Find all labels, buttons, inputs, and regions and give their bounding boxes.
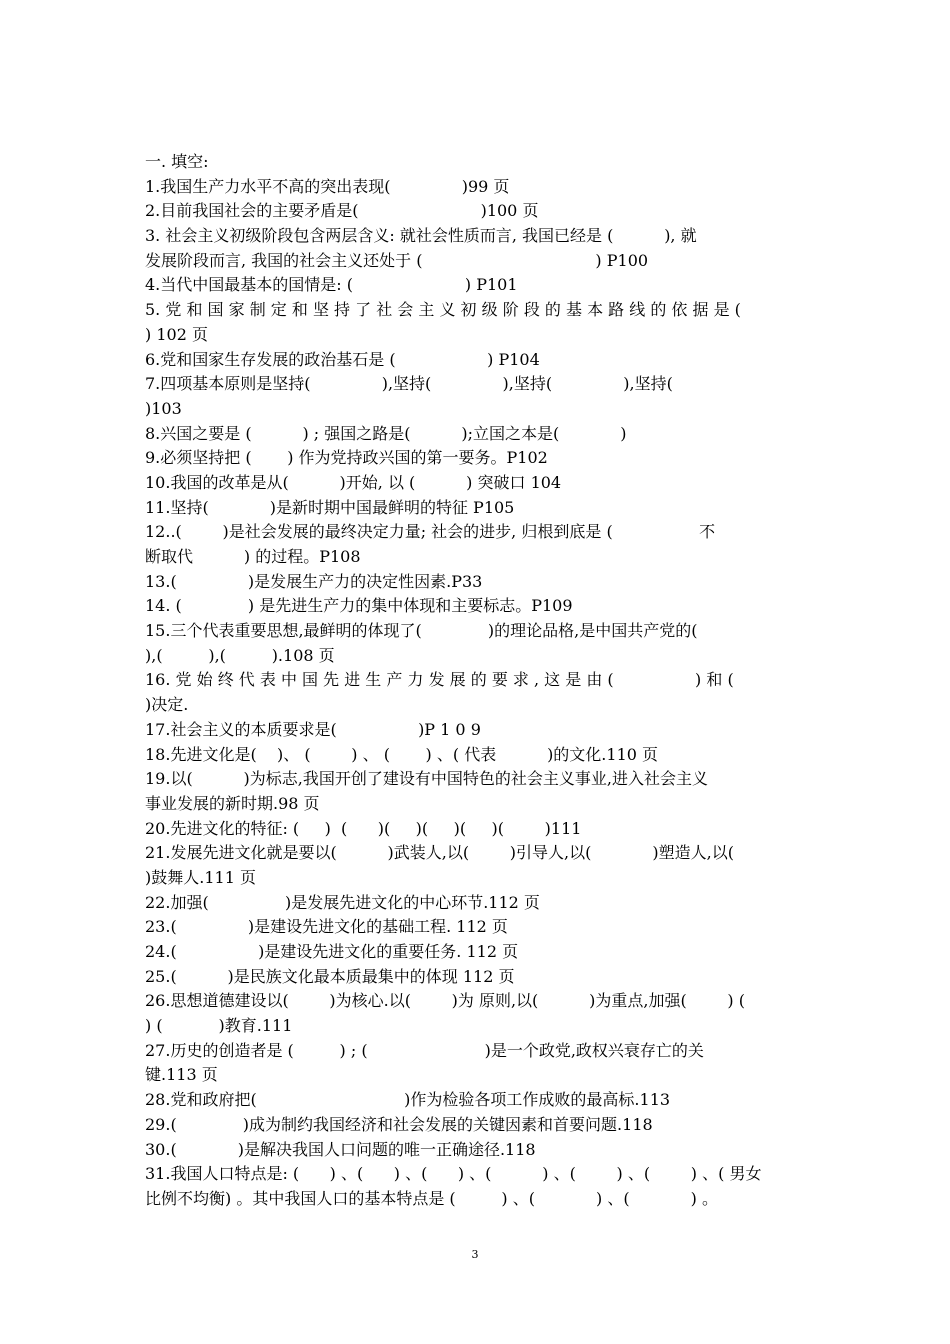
question-line: 28.党和政府把( )作为检验各项工作成败的最高标.113 [145, 1090, 671, 1110]
question-line: ),( ),( ).108 页 [145, 645, 335, 665]
question-line: 8.兴国之要是 ( ) ; 强国之路是( );立国之本是( ) [145, 423, 627, 443]
question-line: 比例不均衡) 。其中我国人口的基本特点是 ( ) 、( ) 、( ) 。 [145, 1188, 718, 1208]
page-number: 3 [471, 1248, 479, 1261]
document-body [145, 150, 807, 1212]
question-line: )决定. [145, 695, 189, 715]
question-line: 13.( )是发展生产力的决定性因素.P33 [145, 571, 483, 591]
question-line: 4.当代中国最基本的国情是: ( ) P101 [145, 275, 518, 295]
question-line: 10.我国的改革是从( )开始, 以 ( ) 突破口 104 [145, 472, 562, 492]
question-line: 20.先进文化的特征: ( ) ( )( )( )( )( )111 [145, 818, 582, 838]
question-line: 29.( )成为制约我国经济和社会发展的关键因素和首要问题.118 [145, 1114, 653, 1134]
question-line: 3. 社会主义初级阶段包含两层含义: 就社会性质而言, 我国已经是 ( ), 就 [145, 226, 697, 246]
question-line: 11.坚持( )是新时期中国最鲜明的特征 P105 [145, 497, 515, 517]
question-line: 事业发展的新时期.98 页 [145, 793, 320, 813]
question-line: 26.思想道德建设以( )为核心.以( )为 原则,以( )为重点,加强( ) ( [145, 991, 745, 1011]
question-line: 6.党和国家生存发展的政治基石是 ( ) P104 [145, 349, 540, 369]
question-line: 17.社会主义的本质要求是( )P 1 0 9 [145, 719, 481, 739]
question-line: 30.( )是解决我国人口问题的唯一正确途径.118 [145, 1139, 536, 1159]
question-line: 19.以( )为标志,我国开创了建设有中国特色的社会主义事业,进入社会主义 [145, 769, 708, 789]
question-line: 12..( )是社会发展的最终决定力量; 社会的进步, 归根到底是 ( 不 [145, 522, 716, 542]
question-line: 16. 党 始 终 代 表 中 国 先 进 生 产 力 发 展 的 要 求 , 这 是 由 ( ) 和 ( [145, 670, 734, 690]
question-line: 21.发展先进文化就是要以( )武装人,以( )引导人,以( )塑造人,以( [145, 843, 734, 863]
question-line: 发展阶段而言, 我国的社会主义还处于 ( ) P100 [145, 250, 649, 270]
question-line: 31.我国人口特点是: ( ) 、( ) 、( ) 、( ) 、( ) 、( ) 、( 男女 [145, 1164, 762, 1184]
question-line: 18.先进文化是( )、 ( ) 、 ( ) 、( 代表 )的文化.110 页 [145, 744, 659, 764]
question-list [145, 175, 807, 1212]
question-line: 5. 党 和 国 家 制 定 和 坚 持 了 社 会 主 义 初 级 阶 段 的 基 本 路 线 的 依 据 是 ( [145, 300, 741, 320]
question-line: 7.四项基本原则是坚持( ),坚持( ),坚持( ),坚持( [145, 374, 673, 394]
question-line: ) ( )教育.111 [145, 1016, 293, 1036]
question-line: )鼓舞人.111 页 [145, 867, 256, 887]
question-line: 断取代 ) 的过程。P108 [145, 547, 361, 566]
question-line: )103 [145, 398, 182, 418]
question-line: 键.113 页 [145, 1065, 218, 1085]
question-line: 2.目前我国社会的主要矛盾是( )100 页 [145, 201, 539, 221]
question-line: 25.( )是民族文化最本质最集中的体现 112 页 [145, 966, 515, 986]
question-line: 23.( )是建设先进文化的基础工程. 112 页 [145, 917, 508, 937]
question-line: 1.我国生产力水平不高的突出表现( )99 页 [145, 176, 510, 196]
question-line: 24.( )是建设先进文化的重要任务. 112 页 [145, 942, 519, 961]
question-line: 22.加强( )是发展先进文化的中心环节.112 页 [145, 892, 540, 912]
question-line: 9.必须坚持把 ( ) 作为党持政兴国的第一要务。P102 [145, 448, 548, 468]
question-line: 15.三个代表重要思想,最鲜明的体现了( )的理论品格,是中国共产党的( [145, 621, 698, 641]
section-title: 一. 填空: [145, 152, 209, 171]
question-line: 14. ( ) 是先进生产力的集中体现和主要标志。P109 [145, 596, 573, 616]
question-line: ) 102 页 [145, 324, 208, 344]
question-line: 27.历史的创造者是 ( ) ; ( )是一个政党,政权兴衰存亡的关 [145, 1040, 704, 1060]
